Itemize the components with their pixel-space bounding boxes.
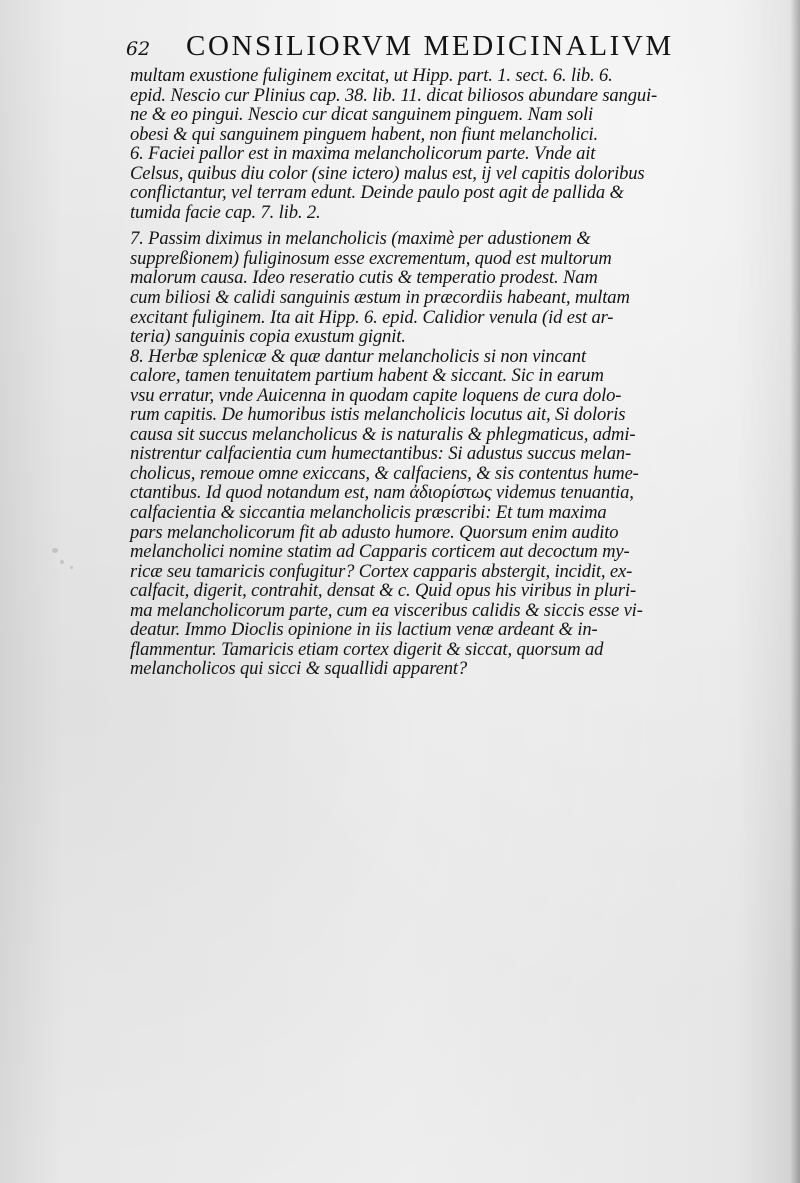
paper-stain: [70, 566, 73, 569]
text-line: obesi & qui sanguinem pinguem habent, non fiunt melancholici.: [130, 123, 599, 145]
text-line: vsu erratur, vnde Auicenna in quodam capite loquens de cura dolo-: [130, 384, 622, 406]
text-line: causa sit succus melancholicus & is naturalis & phlegmaticus, admi-: [130, 423, 636, 445]
text-line: Celsus, quibus diu color (sine ictero) malus est, ij vel capitis doloribus: [130, 162, 645, 184]
page-number: 62: [126, 38, 151, 60]
text-line: calore, tamen tenuitatem partium habent & siccant. Sic in earum: [130, 365, 604, 387]
text-line: malorum causa. Ideo reseratio cutis & temperatio prodest. Nam: [130, 267, 598, 289]
text-line: nistrentur calfacientia cum humectantibus: Si adustus succus melan-: [130, 443, 632, 465]
paragraph-8: [130, 347, 766, 679]
body-text: [130, 66, 766, 679]
text-line: teria) sanguinis copia exustum gignit.: [130, 326, 406, 348]
text-line: excitant fuliginem. Ita ait Hipp. 6. epid. Calidior venula (id est ar-: [130, 306, 614, 328]
text-line: ricæ seu tamaricis confugitur? Cortex capparis abstergit, incidit, ex-: [130, 560, 633, 582]
text-line: calfacit, digerit, contrahit, densat & c. Quid opus his viribus in pluri-: [130, 580, 637, 602]
text-line: 8. Herbæ splenicæ & quæ dantur melancholicis si non vincant: [130, 345, 586, 367]
text-line: melancholici nomine statim ad Capparis corticem aut decoctum my-: [130, 541, 630, 563]
text-line: ne & eo pingui. Nescio cur dicat sanguinem pinguem. Nam soli: [130, 104, 594, 126]
paragraph-7: [130, 229, 766, 346]
text-line: multam exustione fuliginem excitat, ut Hipp. part. 1. sect. 6. lib. 6.: [130, 65, 613, 86]
page-header: [126, 30, 766, 66]
text-line: calfacientia & siccantia melancholicis præscribi: Et tum maxima: [130, 502, 607, 524]
paper-stain: [52, 548, 58, 553]
running-head: CONSILIORVM MEDICINALIVM: [186, 30, 674, 62]
paragraph-continuation: [130, 66, 766, 144]
text-line: conflictantur, vel terram edunt. Deinde paulo post agit de pallida &: [130, 182, 624, 204]
text-line: cholicus, remoue omne exiccans, & calfaciens, & sis contentus hume-: [130, 462, 639, 484]
text-line: pars melancholicorum fit ab adusto humore. Quorsum enim audito: [130, 521, 619, 543]
text-line: ma melancholicorum parte, cum ea visceribus calidis & siccis esse vi-: [130, 599, 643, 621]
text-line: rum capitis. De humoribus istis melancholicis locutus ait, Si doloris: [130, 404, 626, 426]
text-line: suppreßionem) fuliginosum esse excrementum, quod est multorum: [130, 247, 612, 269]
text-line: epid. Nescio cur Plinius cap. 38. lib. 11. dicat biliosos abundare sangui-: [130, 84, 658, 106]
text-line: cum biliosi & calidi sanguinis æstum in præcordiis habeant, multam: [130, 287, 630, 309]
text-line: flammentur. Tamaricis etiam cortex digerit & siccat, quorsum ad: [130, 638, 604, 660]
text-line: deatur. Immo Dioclis opinione in iis lactium venæ ardeant & in-: [130, 619, 598, 641]
text-line: 6. Faciei pallor est in maxima melancholicorum parte. Vnde ait: [130, 143, 596, 165]
text-line: 7. Passim diximus in melancholicis (maximè per adustionem &: [130, 228, 591, 250]
paper-stain: [60, 560, 64, 564]
text-line: melancholicos qui sicci & squallidi apparent?: [130, 658, 468, 680]
paragraph-6: [130, 144, 766, 222]
text-line: ctantibus. Id quod notandum est, nam ἀδιορίστως videmus tenuantia,: [130, 482, 634, 504]
text-line: tumida facie cap. 7. lib. 2.: [130, 201, 321, 223]
